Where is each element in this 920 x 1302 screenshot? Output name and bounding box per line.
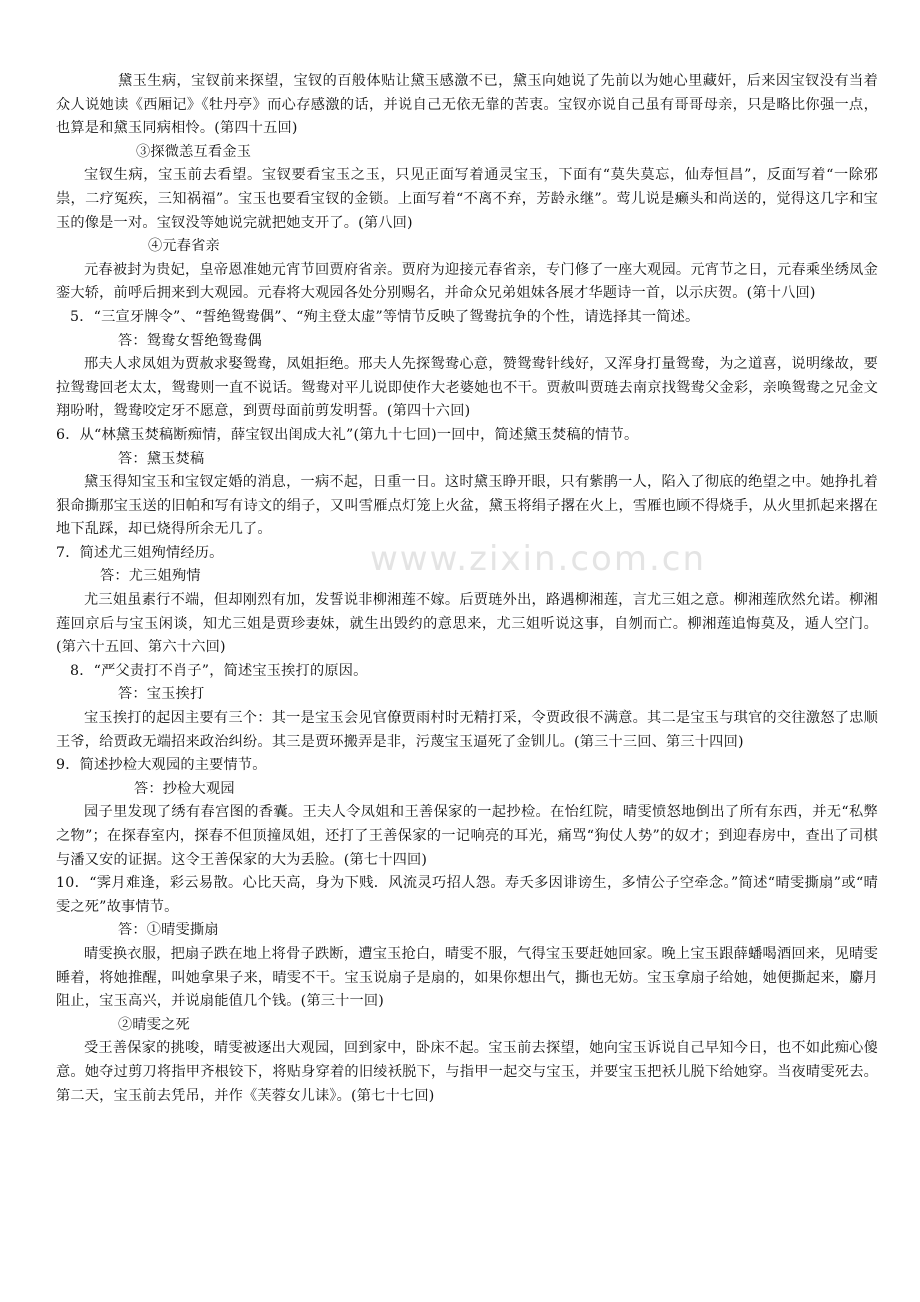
paragraph-daiyu-illness: 黛玉生病，宝钗前来探望，宝钗的百般体贴让黛玉感激不已，黛玉向她说了先前以为她心里藏奸，后来因宝钗没有当着众人说她读《西厢记》《牡丹亭》而心存感激的话，并说自己无依无靠的苦衷。宝钗亦说自己虽有哥哥母亲，只是略比你强一点，也算是和黛玉同病相怜。(第四十五回) xyxy=(56,73,878,137)
paragraph-yuanchun: 元春被封为贵妃，皇帝恩准她元宵节回贾府省亲。贾府为迎接元春省亲，专门修了一座大观园。元宵节之日，元春乘坐绣凤金銮大轿，前呼后拥来到大观园。元春将大观园各处分别赐名，并命众兄弟姐妹各展才华题诗一首，以示庆贺。(第十八回) xyxy=(56,261,878,302)
answer-10-body-1: 晴雯换衣服，把扇子跌在地上将骨子跌断，遭宝玉抢白，晴雯不服，气得宝玉要赶她回家。晚上宝玉跟薛蟠喝酒回来，见晴雯睡着，将她推醒，叫她拿果子来，晴雯不干。宝玉说扇子是扇的，如果你想出气，撕也无妨。宝玉拿扇子给她，她便撕起来，麝月阻止，宝玉高兴，并说扇能值几个钱。(第三十一回) xyxy=(56,945,878,1010)
question-5: 5．“三宣牙牌令”、“誓绝鸳鸯偶”、“殉主登太虚”等情节反映了鸳鸯抗争的个性，请选择其一简述。 xyxy=(70,308,700,325)
answer-9-body: 园子里发现了绣有春宫图的香囊。王夫人令凤姐和王善保家的一起抄检。在怡红院，晴雯愤怒地倒出了所有东西，并无“私弊之物”；在探春室内，探春不但顶撞凤姐，还打了王善保家的一记响亮的耳光，痛骂“狗仗人势”的奴才；到迎春房中，查出了司棋与潘又安的证据。这令王善保家的大为丢脸。(第七十四回) xyxy=(56,804,878,868)
document-body xyxy=(56,70,878,1108)
watermark: www.zixin.com.cn xyxy=(370,539,706,579)
answer-5-title: 答：鸳鸯女誓绝鸳鸯偶 xyxy=(118,332,262,349)
answer-6-title: 答：黛玉焚稿 xyxy=(118,450,205,467)
subheading-jinyu: ③探微恙互看金玉 xyxy=(136,143,252,160)
question-10: 10．“霁月难逢，彩云易散。心比天高，身为下贱．风流灵巧招人怨。寿夭多因诽谤生，多情公子空牵念。”简述“晴雯撕扇”或“晴雯之死”故事情节。 xyxy=(56,875,878,915)
question-7: 7．简述尤三姐殉情经历。 xyxy=(56,544,224,561)
answer-10-subtitle: ②晴雯之死 xyxy=(118,1016,190,1033)
answer-6-body: 黛玉得知宝玉和宝钗定婚的消息，一病不起，日重一日。这时黛玉睁开眼，只有紫鹃一人，陷入了彻底的绝望之中。她挣扎着狠命撕那宝玉送的旧帕和写有诗文的绢子，又叫雪雁点灯笼上火盆，黛玉将绢子撂在火上，雪雁也顾不得烧手，从火里抓起来撂在地下乱踩，却已烧得所余无几了。 xyxy=(56,474,878,538)
answer-10-body-2: 受王善保家的挑唆，晴雯被逐出大观园，回到家中，卧床不起。宝玉前去探望，她向宝玉诉说自己早知今日，也不如此痴心傻意。她夺过剪刀将指甲齐根铰下，将贴身穿着的旧绫袄脱下，与指甲一起交与宝玉，并要宝玉把袄儿脱下给她穿。当夜晴雯死去。第二天，宝玉前去凭吊，并作《芙蓉女儿诔》。(第七十七回) xyxy=(56,1040,878,1104)
answer-7-body: 尤三姐虽素行不端，但却刚烈有加，发誓说非柳湘莲不嫁。后贾琏外出，路遇柳湘莲，言尤三姐之意。柳湘莲欣然允诺。柳湘莲回京后与宝玉闲谈，知尤三姐是贾珍妻妹，就生出毁约的意思来，尤三姐听说这事，自刎而亡。柳湘莲追悔莫及，遁人空门。(第六十五回、第六十六回) xyxy=(56,592,878,656)
question-8: 8．“严父责打不肖子”，简述宝玉挨打的原因。 xyxy=(70,662,368,679)
subheading-yuanchun: ④元春省亲 xyxy=(148,238,220,255)
answer-10-title: 答：①晴雯撕扇 xyxy=(118,922,219,939)
question-6: 6．从“林黛玉焚稿断痴情，薛宝钗出闺成大礼”(第九十七回)一回中，简述黛玉焚稿的情节。 xyxy=(56,426,639,443)
answer-8-title: 答：宝玉挨打 xyxy=(118,686,205,703)
answer-9-title: 答：抄检大观园 xyxy=(134,780,235,797)
paragraph-jinyu: 宝钗生病，宝玉前去看望。宝钗要看宝玉之玉，只见正面写着通灵宝玉，下面有“莫失莫忘，仙寿恒昌”，反面写着“一除邪祟，二疗冤疾，三知祸福”。宝玉也要看宝钗的金锁。上面写着“不离不弃，芳龄永继”。莺儿说是癞头和尚送的，觉得这几字和宝玉的像是一对。宝钗没等她说完就把她支开了。(第八回) xyxy=(56,167,878,231)
answer-7-title: 答：尤三姐殉情 xyxy=(100,568,201,585)
answer-5-body: 邢夫人求凤姐为贾赦求娶鸳鸯，凤姐拒绝。邢夫人先探鸳鸯心意，赞鸳鸯针线好，又浑身打量鸳鸯，为之道喜，说明缘故，要拉鸳鸯回老太太，鸳鸯则一直不说话。鸳鸯对平儿说即使作大老婆她也不干。贾赦叫贾琏去南京找鸳鸯父金彩，亲唤鸳鸯之兄金文翔吩咐，鸳鸯咬定牙不愿意，到贾母面前剪发明誓。(第四十六回) xyxy=(56,356,878,420)
answer-8-body: 宝玉挨打的起因主要有三个：其一是宝玉会见官僚贾雨村时无精打采，令贾政很不满意。其二是宝玉与琪官的交往激怒了忠顺王爷，给贾政无端招来政治纠纷。其三是贾环搬弄是非，污蔑宝玉逼死了金钏儿。(第三十三回、第三十四回) xyxy=(56,710,878,750)
question-9: 9．简述抄检大观园的主要情节。 xyxy=(56,757,267,774)
